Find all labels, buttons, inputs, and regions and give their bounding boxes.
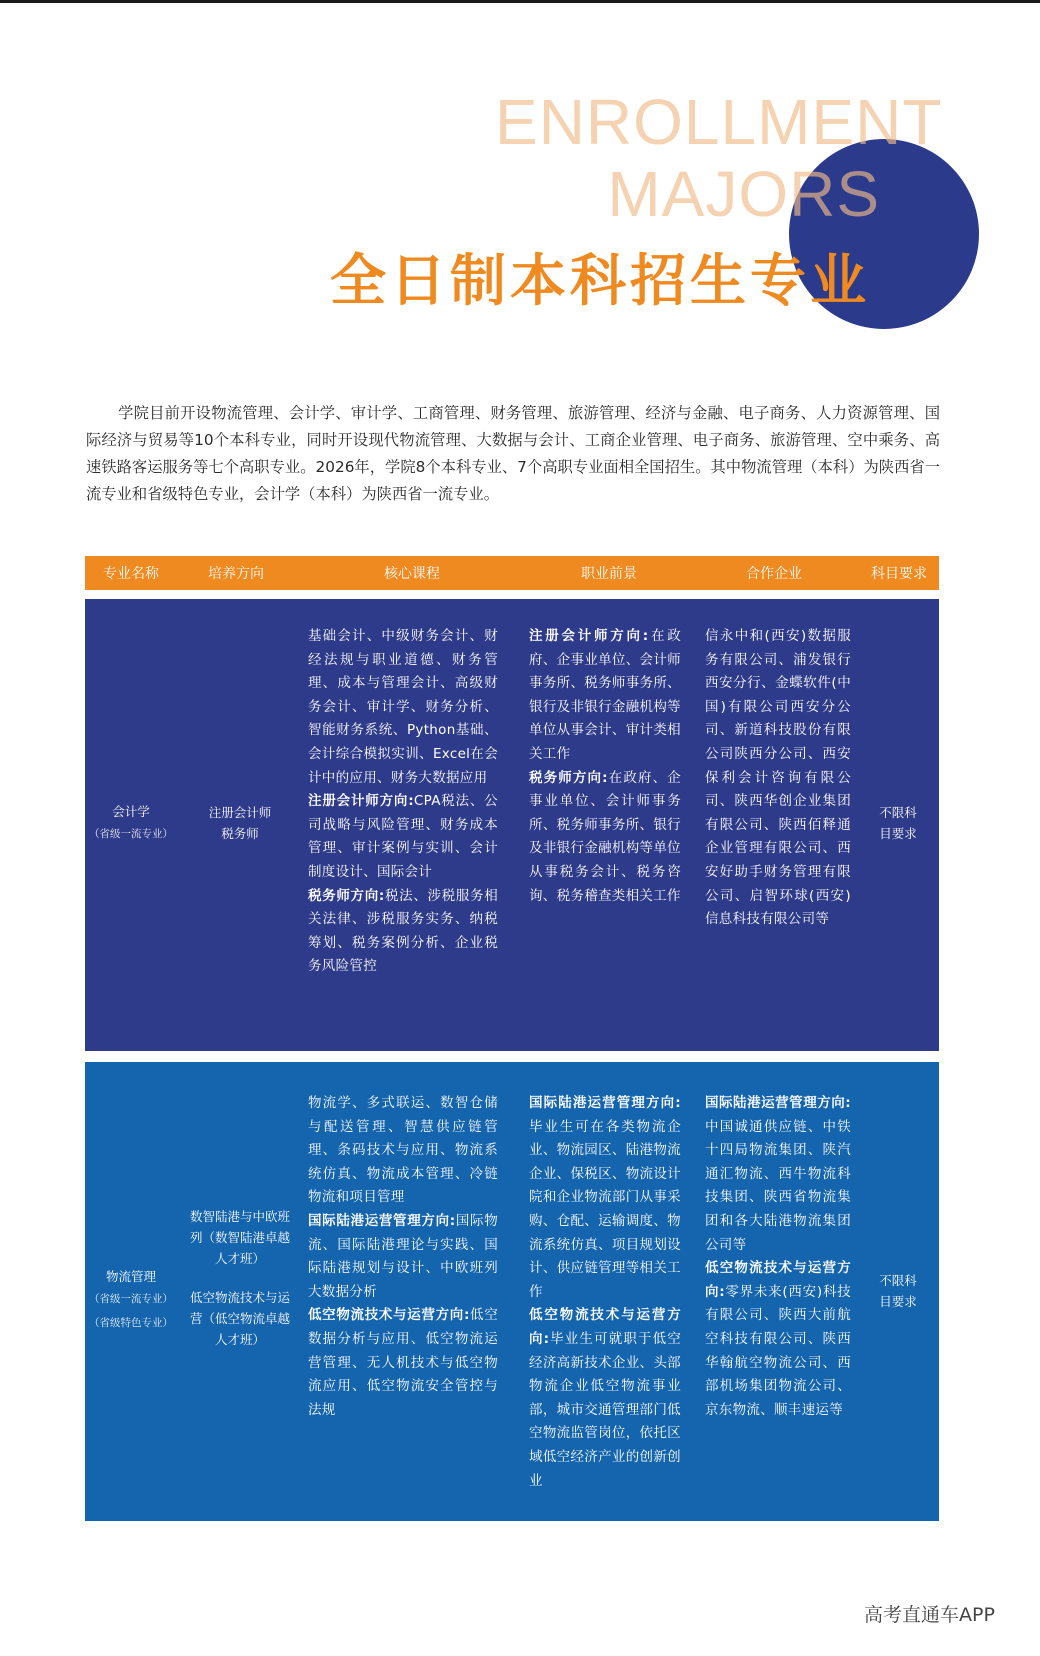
top-border-line xyxy=(0,0,1040,3)
english-title-line2: MAJORS xyxy=(607,158,880,230)
course-block: 低空物流技术与运营方向:低空数据分析与应用、低空物流运营管理、无人机技术与低空物流应用、低空物流安全管控与法规 xyxy=(308,1307,498,1418)
table-header xyxy=(85,556,939,590)
page-title: 全日制本科招生专业 xyxy=(330,249,870,314)
header-partners: 合作企业 xyxy=(746,566,802,582)
courses-cell xyxy=(308,625,498,979)
prospect-block: 注册会计师方向:在政府、企事业单位、会计师事务所、税务师事务所、银行及非银行金融机构等单位从事会计、审计类相关工作 xyxy=(529,628,681,762)
partner-block: 低空物流技术与运营方向:零界未来(西安)科技有限公司、陕西大前航空科技有限公司、陕西华翰航空物流公司、西部机场集团物流公司、京东物流、顺丰速运等 xyxy=(705,1260,851,1418)
header-courses: 核心课程 xyxy=(384,566,440,582)
watermark: 高考直通车APP xyxy=(864,1604,995,1626)
prospects-cell xyxy=(529,1092,681,1493)
direction-cell xyxy=(186,802,294,844)
direction-item: 数智陆港与中欧班列（数智陆港卓越人才班） xyxy=(189,1209,290,1266)
partner-block: 信永中和(西安)数据服务有限公司、浦发银行西安分行、金蝶软件(中国)有限公司西安分公司、新道科技股份有限公司陕西分公司、西安保利会计咨询有限公司、陕西华创企业集团有限公司、陕西佰释通企业管理有限公司、西安好助手财务管理有限公司、启智环球(西安)信息科技有限公司等 xyxy=(705,628,851,928)
prospect-block: 低空物流技术与运营方向:毕业生可就职于低空经济高新技术企业、头部物流企业低空物流事业部，城市交通管理部门低空物流监管岗位，依托区域低空经济产业的创新创业 xyxy=(529,1307,682,1489)
intro-paragraph: 学院目前开设物流管理、会计学、审计学、工商管理、财务管理、旅游管理、经济与金融、电子商务、人力资源管理、国际经济与贸易等10个本科专业，同时开设现代物流管理、大数据与会计、工商企业管理、电子商务、旅游管理、空中乘务、高速铁路客运服务等七个高职专业。2026年，学院8个本科专业、7个高职专业面相全国招生。其中物流管理（本科）为陕西省一流专业和省级特色专业，会计学（本科）为陕西省一流专业。 xyxy=(86,404,940,503)
direction-item: 注册会计师 xyxy=(208,805,272,820)
table-row-accounting xyxy=(85,599,939,1051)
major-note: （省级特色专业） xyxy=(89,1317,173,1329)
direction-cell xyxy=(186,1206,294,1350)
english-title-line1: ENROLLMENT xyxy=(495,86,943,158)
major-name: 会计学 xyxy=(112,804,150,819)
course-block: 基础会计、中级财务会计、财经法规与职业道德、财务管理、成本与管理会计、高级财务会计、审计学、财务分析、智能财务系统、Python基础、会计综合模拟实训、Excel在会计中的应用、财务大数据应用 xyxy=(308,628,498,786)
major-name-cell xyxy=(85,801,177,846)
direction-item: 税务师 xyxy=(221,826,259,841)
english-title xyxy=(495,86,943,230)
direction-item: 低空物流技术与运营（低空物流卓越人才班） xyxy=(189,1290,290,1347)
header-direction: 培养方向 xyxy=(208,566,264,582)
header-requirement: 科目要求 xyxy=(871,566,927,582)
course-block: 税务师方向:税法、涉税服务相关法律、涉税服务实务、纳税筹划、税务案例分析、企业税务风险管控 xyxy=(308,887,499,975)
major-note: （省级一流专业） xyxy=(89,828,173,840)
courses-cell xyxy=(308,1092,498,1422)
header-major: 专业名称 xyxy=(103,566,159,582)
major-note: （省级一流专业） xyxy=(89,1293,173,1305)
course-block: 国际陆港运营管理方向:国际物流、国际陆港理论与实践、国际陆港规划与设计、中欧班列大数据分析 xyxy=(308,1212,498,1300)
prospects-cell xyxy=(529,625,681,908)
requirement-cell: 不限科 目要求 xyxy=(879,805,917,841)
requirement-cell: 不限科 目要求 xyxy=(879,1273,917,1309)
table-row-logistics xyxy=(85,1062,939,1521)
prospect-block: 税务师方向:在政府、企事业单位、会计师事务所、税务师事务所、银行及非银行金融机构等单位从事税务会计、税务咨询、税务稽查类相关工作 xyxy=(529,769,682,904)
prospect-block: 国际陆港运营管理方向:毕业生可在各类物流企业、物流园区、陆港物流企业、保税区、物流设计院和企业物流部门从事采购、仓配、运输调度、物流系统仿真、项目规划设计、供应链管理等相关工作 xyxy=(529,1095,681,1300)
course-block: 物流学、多式联运、数智仓储与配送管理、智慧供应链管理、条码技术与应用、物流系统仿真、物流成本管理、冷链物流和项目管理 xyxy=(308,1095,498,1206)
partners-cell xyxy=(705,1092,851,1422)
partners-cell xyxy=(705,625,851,932)
header-prospects: 职业前景 xyxy=(581,566,637,582)
major-name: 物流管理 xyxy=(105,1269,156,1284)
course-block: 注册会计师方向:CPA税法、公司战略与风险管理、财务成本管理、审计案例与实训、会计制度设计、国际会计 xyxy=(308,793,498,880)
partner-block: 国际陆港运营管理方向:中国诚通供应链、中铁十四局物流集团、陕汽通汇物流、西牛物流科技集团、陕西省物流集团和各大陆港物流集团公司等 xyxy=(705,1095,851,1253)
major-name-cell xyxy=(85,1266,177,1335)
